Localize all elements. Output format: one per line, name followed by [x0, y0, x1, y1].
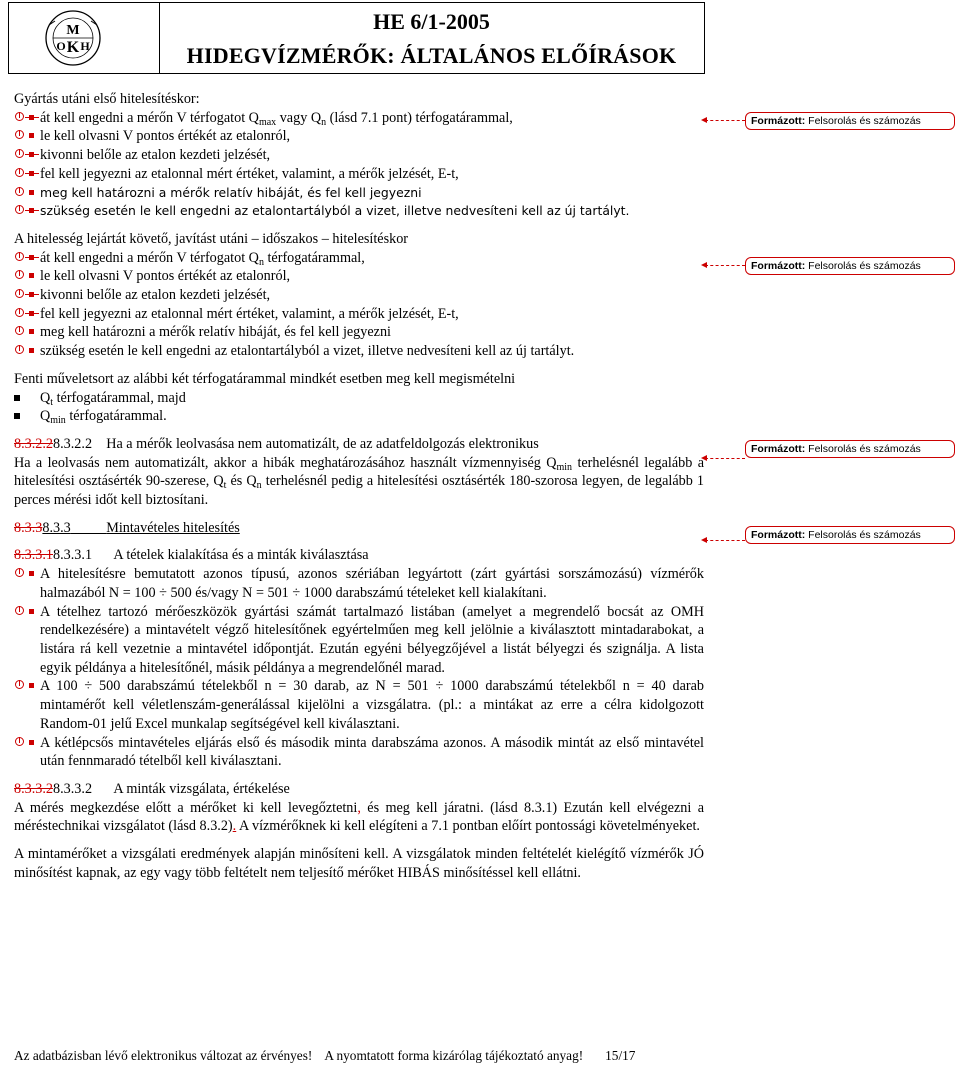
section-8322-heading: 8.3.2.28.3.2.2 Ha a mérők leolvasása nem automatizált, de az adatfeldolgozás elektronikus: [14, 435, 539, 452]
revision-balloon[interactable]: Formázott: Felsorolás és számozás: [745, 526, 955, 544]
list-item: fel kell jegyezni az etalonnal mért értéket, valamint, a mérők jelzését, E-t,: [14, 165, 704, 184]
section-8332-para1: A mérés megkezdése előtt a mérőket ki kell levegőztetni, és meg kell járatni. (lásd 8.3.1) Ezután kell elvégezni a méréstechnikai vizsgálatot (lásd 8.3.2). A vízmérőknek ki kell elégíteni a 7.1 pontban előírt pontossági követelményeket.: [14, 799, 704, 835]
balloon-connector: [705, 120, 745, 121]
document-title: HIDEGVÍZMÉRŐK: ÁLTALÁNOS ELŐÍRÁSOK: [186, 43, 677, 68]
list-item: szükség esetén le kell engedni az etalontartályból a vizet, illetve nedvesíteni kell az új tartályt.: [14, 342, 704, 361]
revision-bullet-icon: [14, 109, 40, 127]
revision-bullet-icon: [14, 677, 40, 695]
svg-text:K: K: [66, 39, 80, 56]
revision-bullet-icon: [14, 323, 40, 341]
square-bullet-icon: [14, 389, 40, 407]
revision-balloon[interactable]: Formázott: Felsorolás és számozás: [745, 440, 955, 458]
repeat-text: Fenti műveletsort az alábbi két térfogatárammal mindkét esetben meg kell megismételni: [14, 370, 516, 387]
revision-bullet-icon: [14, 305, 40, 323]
balloon-connector: [705, 265, 745, 266]
revision-bullet-icon: [14, 165, 40, 183]
revision-bullet-icon: [14, 603, 40, 621]
revision-balloon[interactable]: Formázott: Felsorolás és számozás: [745, 112, 955, 130]
section-8331-heading: 8.3.3.18.3.3.1 A tételek kialakítása és a minták kiválasztása: [14, 547, 369, 564]
page-number: 15/17: [605, 1048, 636, 1063]
revision-bullet-icon: [14, 184, 40, 202]
list-item: le kell olvasni V pontos értékét az etalonról,: [14, 267, 704, 286]
list-item: kivonni belőle az etalon kezdeti jelzését,: [14, 286, 704, 305]
revision-bullet-icon: [14, 249, 40, 267]
footer-print-note: A nyomtatott forma kizárólag tájékoztató anyag!: [324, 1048, 584, 1063]
page-footer: [14, 1048, 704, 1064]
list-item: kivonni belőle az etalon kezdeti jelzését,: [14, 146, 704, 165]
list-item: le kell olvasni V pontos értékét az etalonról,: [14, 127, 704, 146]
section-8332-para2: A mintamérőket a vizsgálati eredmények alapján minősíteni kell. A vizsgálatok minden feltételét kielégítő vízmérők JÓ minősítést kapnak, az egy vagy több feltételt nem teljesítő mérőket HIBÁS minősítéssel kell ellátni.: [14, 846, 704, 881]
list-item: A 100 ÷ 500 darabszámú tételekből n = 30 darab, az N = 501 ÷ 1000 darabszámú tételekből n = 40 darab mintamérőt kell véletlenszám-generálással kijelölni a vizsgálatra. (pl.: a mintákat az erre a célra kidolgozott Random-01 jelű Excel munkalap segítségével kell kiválasztani.: [14, 677, 704, 733]
list-item: A hitelesítésre bemutatott azonos típusú, azonos szériában legyártott (zárt gyártási sorszámozású) vízmérők halmazából N = 100 ÷ 500 és/vagy N = 501 ÷ 1000 darabszámú tételeket kell kialakítani.: [14, 565, 704, 602]
periodic-heading: A hitelesség lejártát követő, javítást utáni – időszakos – hitelesítéskor: [14, 230, 409, 247]
list-item: meg kell határozni a mérők relatív hibáját, és fel kell jegyezni: [14, 323, 704, 342]
list-item: $Q_{min}$ térfogatárammal.: [14, 407, 704, 426]
revision-bullet-icon: [14, 202, 40, 220]
revision-balloon[interactable]: Formázott: Felsorolás és számozás: [745, 257, 955, 275]
balloon-connector: [705, 458, 745, 459]
svg-text:O: O: [56, 39, 66, 53]
revision-bullet-icon: [14, 734, 40, 752]
revision-bullet-icon: [14, 127, 40, 145]
revision-bullet-icon: [14, 342, 40, 360]
mkeh-logo: [9, 3, 160, 73]
document-header: [8, 2, 705, 74]
revision-bullet-icon: [14, 146, 40, 164]
section-8322-body: Ha a leolvasás nem automatizált, akkor a hibák meghatározásához használt vízmennyiség $Q_{min}$ terhelésnél legalább a hitelesítési osztásérték 90-szerese, $Q_t$ és $Q_n$ terhelésnél pedig a hitelesítési osztásérték 180-szorosa legyen, de legalább 1 perces mérési időt kell biztosítani.: [14, 454, 704, 509]
section-833-heading: 8.3.38.3.3 Mintavételes hitelesítés: [14, 519, 240, 536]
balloon-connector: [705, 540, 745, 541]
revision-bullet-icon: [14, 267, 40, 285]
list-item: $Q_t$ térfogatárammal, majd: [14, 389, 704, 408]
footer-validity-note: Az adatbázisban lévő elektronikus változat az érvényes!: [14, 1048, 313, 1063]
document-body: [14, 90, 704, 882]
section-8332-heading: 8.3.3.28.3.3.2 A minták vizsgálata, értékelése: [14, 780, 290, 797]
list-item: A kétlépcsős mintavételes eljárás első és második minta darabszáma azonos. A második mintát az első mintavétel után fennmaradó tételből kell kiválasztani.: [14, 734, 704, 771]
list-item: szükség esetén le kell engedni az etalontartályból a vizet, illetve nedvesíteni kell az új tartályt.: [14, 202, 704, 221]
after-mfg-heading: Gyártás utáni első hitelesítéskor:: [14, 91, 200, 107]
list-item: A tételhez tartozó mérőeszközök gyártási számát tartalmazó listában (amelyet a megrendelő bocsát az OMH rendelkezésére) a mintavételt végző hitelesítőnek egyértelműen meg kell jelölnie a kiválasztott mintadarabokat, a listára rá kell vezetnie a mintavétel időpontját. Ezután egyéni bélyegzőjével a listát bélyegzi és szignálja. A lista egyik példánya a hitelesítőnél, másik példánya a megrendelőnél marad.: [14, 603, 704, 678]
svg-text:M: M: [66, 23, 80, 38]
list-item: meg kell határozni a mérők relatív hibáját, és fel kell jegyezni: [14, 184, 704, 203]
revision-bullet-icon: [14, 565, 40, 583]
revision-bullet-icon: [14, 286, 40, 304]
svg-text:H: H: [80, 39, 90, 53]
list-item: fel kell jegyezni az etalonnal mért értéket, valamint, a mérők jelzését, E-t,: [14, 305, 704, 324]
list-item: át kell engedni a mérőn V térfogatot $Q_{max}$ vagy $Q_n$ (lásd 7.1 pont) térfogatárammal,: [14, 109, 704, 128]
document-id: HE 6/1-2005: [373, 9, 490, 34]
square-bullet-icon: [14, 407, 40, 425]
list-item: át kell engedni a mérőn V térfogatot $Q_n$ térfogatárammal,: [14, 249, 704, 268]
